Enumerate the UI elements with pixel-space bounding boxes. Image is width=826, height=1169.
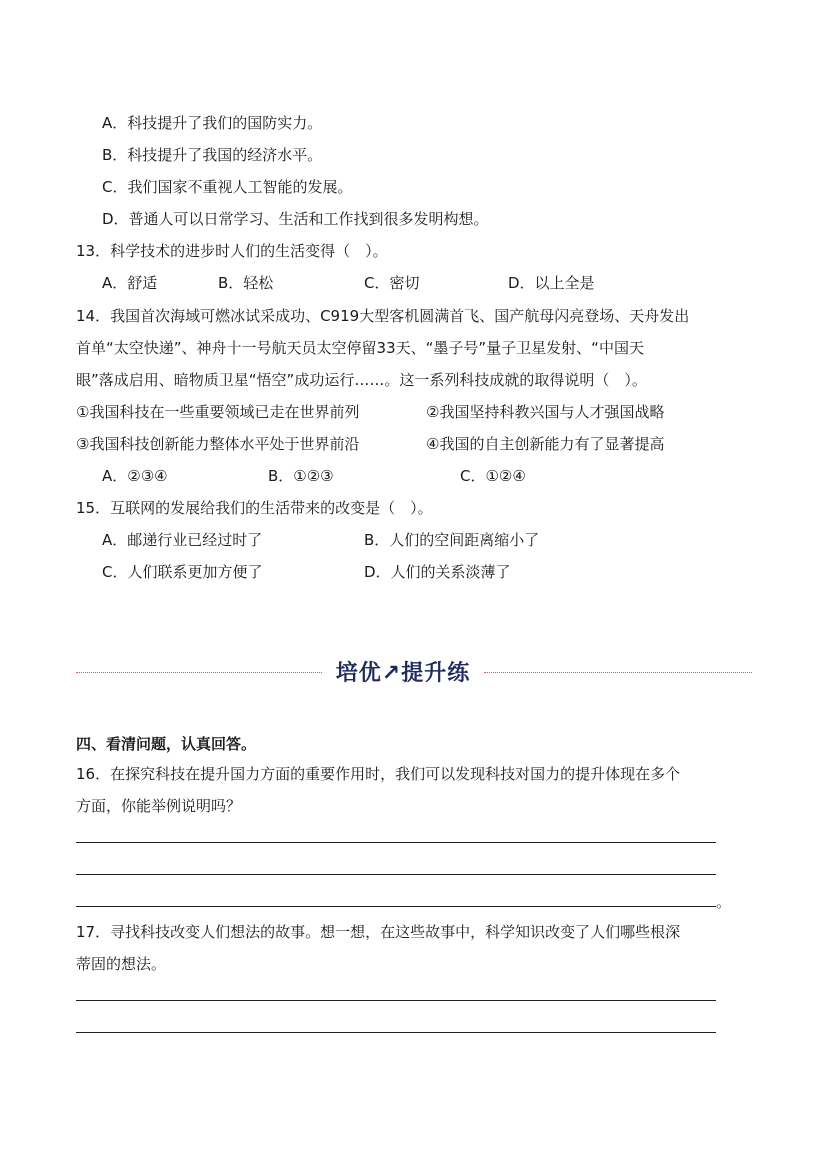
banner-rule-right [484,672,752,673]
banner-rule-left [76,672,322,673]
q17-stem-line-2: 蒂固的想法。 [76,955,167,973]
q17-stem-line-1: 17．寻找科技改变人们想法的故事。想一想，在这些故事中，科学知识改变了人们哪些根深 [76,923,681,941]
q14-stem-line-3: 眼”落成启用、暗物质卫星“悟空”成功运行……。这一系列科技成就的取得说明（ ）。 [76,371,647,389]
q14-stem-line-1: 14．我国首次海域可燃冰试采成功、C919大型客机圆满首飞、国产航母闪亮登场、天舟发出 [76,307,690,325]
q12-option-a: A．科技提升了我们的国防实力。 [102,114,323,132]
q15-option-a: A．邮递行业已经过时了 [102,531,263,549]
q17-answer-line-2[interactable] [76,1032,716,1033]
q13-option-b: B．轻松 [218,274,274,292]
q12-option-b: B．科技提升了我国的经济水平。 [102,146,323,164]
q14-statement-4: ④我国的自主创新能力有了显著提高 [426,435,665,453]
q13-option-a: A．舒适 [102,274,158,292]
q14-option-b: B．①②③ [268,467,334,485]
section-banner [322,654,484,688]
q14-option-c: C．①②④ [460,467,526,485]
q15-stem: 15．互联网的发展给我们的生活带来的改变是（ ）。 [76,499,433,517]
q17-answer-line-1[interactable] [76,1000,716,1001]
banner-title: 培优↗提升练 [335,660,471,686]
q16-answer-line-3[interactable] [76,906,716,907]
section-4-title: 四、看清问题，认真回答。 [76,735,257,753]
q14-option-a: A．②③④ [102,467,168,485]
q14-stem-line-2: 首单“太空快递”、神舟十一号航天员太空停留33天、“墨子号”量子卫星发射、“中国天 [76,339,644,357]
q13-stem: 13．科学技术的进步时人们的生活变得（ ）。 [76,242,388,260]
q16-answer-line-1[interactable] [76,842,716,843]
q12-option-c: C．我们国家不重视人工智能的发展。 [102,178,353,196]
q14-statement-1: ①我国科技在一些重要领域已走在世界前列 [76,403,360,421]
q16-stem-line-1: 16．在探究科技在提升国力方面的重要作用时，我们可以发现科技对国力的提升体现在多个 [76,765,681,783]
q15-option-c: C．人们联系更加方便了 [102,563,263,581]
q14-statement-2: ②我国坚持科教兴国与人才强国战略 [426,403,665,421]
q15-option-b: B．人们的空间距离缩小了 [364,531,540,549]
q14-statement-3: ③我国科技创新能力整体水平处于世界前沿 [76,435,360,453]
q12-option-d: D．普通人可以日常学习、生活和工作找到很多发明构想。 [102,210,489,228]
q16-stem-line-2: 方面，你能举例说明吗？ [76,797,242,815]
q16-end-mark: 。 [716,893,732,911]
q16-answer-line-2[interactable] [76,874,716,875]
q13-option-d: D．以上全是 [508,274,595,292]
q15-option-d: D．人们的关系淡薄了 [364,563,511,581]
q13-option-c: C．密切 [364,274,420,292]
